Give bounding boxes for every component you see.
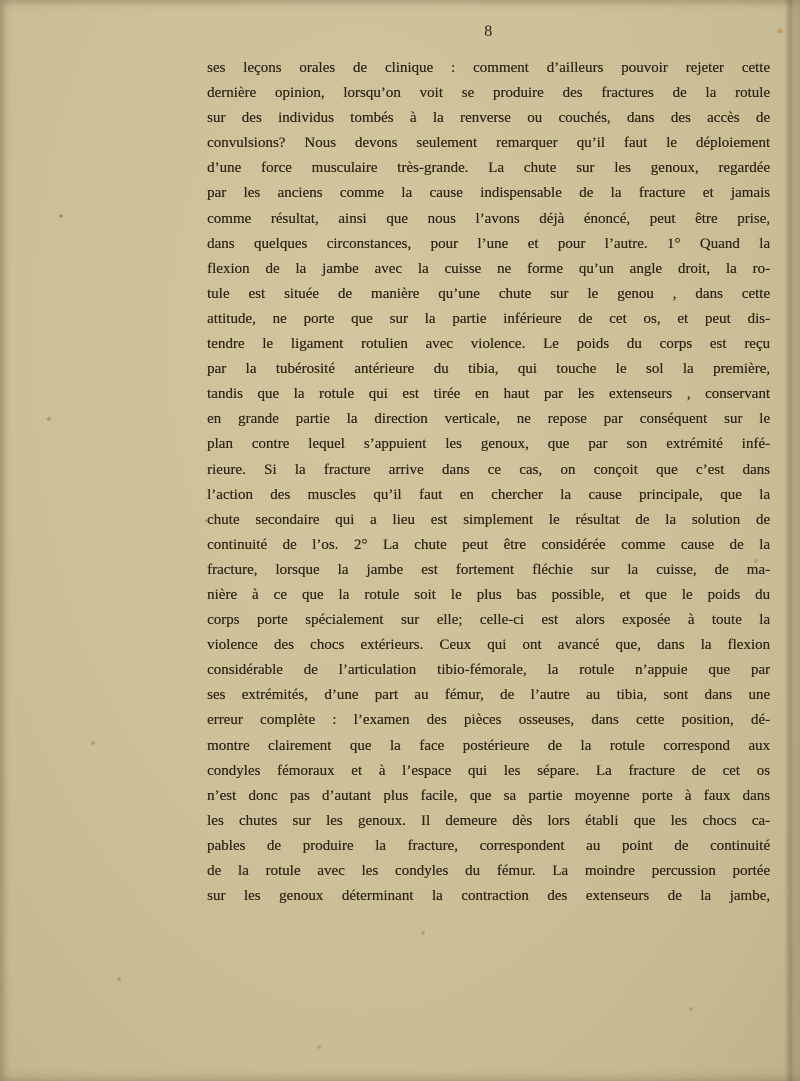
- text-line: flexion de la jambe avec la cuisse ne forme qu’un angle droit, la ro-: [207, 260, 770, 277]
- text-line: par la tubérosité antérieure du tibia, qui touche le sol la première,: [207, 361, 770, 378]
- text-line: fracture, lorsque la jambe est fortement fléchie sur la cuisse, de ma-: [207, 561, 770, 578]
- text-line: chute secondaire qui a lieu est simplement le résultat de la solution de: [207, 511, 770, 528]
- text-line: les chutes sur les genoux. Il demeure dès lors établi que les chocs ca-: [207, 812, 770, 829]
- text-line: tandis que la rotule qui est tirée en haut par les extenseurs , conservant: [207, 386, 770, 403]
- text-line: tendre le ligament rotulien avec violence. Le poids du corps est reçu: [207, 336, 770, 353]
- text-line: convulsions? Nous devons seulement remarquer qu’il faut le déploiement: [207, 135, 770, 152]
- text-line: continuité de l’os. 2° La chute peut être considérée comme cause de la: [207, 536, 770, 553]
- text-line: comme résultat, ainsi que nous l’avons déjà énoncé, peut être prise,: [207, 210, 770, 227]
- text-line: par les anciens comme la cause indispensable de la fracture et jamais: [207, 185, 770, 202]
- text-line: dans quelques circonstances, pour l’une et pour l’autre. 1° Quand la: [207, 235, 770, 252]
- text-line: ses leçons orales de clinique : comment d’ailleurs pouvoir rejeter cette: [207, 60, 770, 76]
- text-line: dernière opinion, lorsqu’on voit se produire des fractures de la rotule: [207, 85, 770, 102]
- page-number: 8: [484, 23, 493, 40]
- text-line: attitude, ne porte que sur la partie inférieure de cet os, et peut dis-: [207, 310, 770, 327]
- text-line: sur des individus tombés à la renverse ou couchés, dans des accès de: [207, 110, 770, 127]
- paper-foxing-specks: [0, 0, 2, 2]
- text-line: nière à ce que la rotule soit le plus bas possible, et que le poids du: [207, 586, 770, 603]
- text-line: ses extrémités, d’une part au fémur, de l’autre au tibia, sont dans une: [207, 687, 770, 704]
- text-line: corps porte spécialement sur elle; celle-ci est alors exposée à toute la: [207, 612, 770, 629]
- text-line: l’action des muscles qu’il faut en chercher la cause principale, que la: [207, 486, 770, 503]
- text-line: violence des chocs extérieurs. Ceux qui ont avancé que, dans la flexion: [207, 637, 770, 654]
- page-edge-shadow: [784, 0, 800, 1081]
- text-line: erreur complète : l’examen des pièces osseuses, dans cette position, dé-: [207, 712, 770, 729]
- text-line: sur les genoux déterminant la contraction des extenseurs de la jambe,: [207, 888, 770, 905]
- text-line: montre clairement que la face postérieure de la rotule correspond aux: [207, 737, 770, 754]
- body-text: [207, 56, 770, 909]
- text-line: pables de produire la fracture, correspondent au point de continuité: [207, 837, 770, 854]
- text-line: n’est donc pas d’autant plus facile, que sa partie moyenne porte à faux dans: [207, 787, 770, 804]
- text-line: plan contre lequel s’appuient les genoux, que par son extrémité infé-: [207, 436, 770, 453]
- text-line: considérable de l’articulation tibio-fémorale, la rotule n’appuie que par: [207, 662, 770, 679]
- text-line: de la rotule avec les condyles du fémur. La moindre percussion portée: [207, 863, 770, 879]
- text-line: rieure. Si la fracture arrive dans ce cas, on conçoit que c’est dans: [207, 461, 770, 478]
- text-line: d’une force musculaire très-grande. La chute sur les genoux, regardée: [207, 160, 770, 177]
- text-line: en grande partie la direction verticale, ne repose par conséquent sur le: [207, 411, 770, 428]
- text-line: tule est située de manière qu’une chute sur le genou , dans cette: [207, 285, 770, 302]
- text-line: condyles fémoraux et à l’espace qui les sépare. La fracture de cet os: [207, 762, 770, 779]
